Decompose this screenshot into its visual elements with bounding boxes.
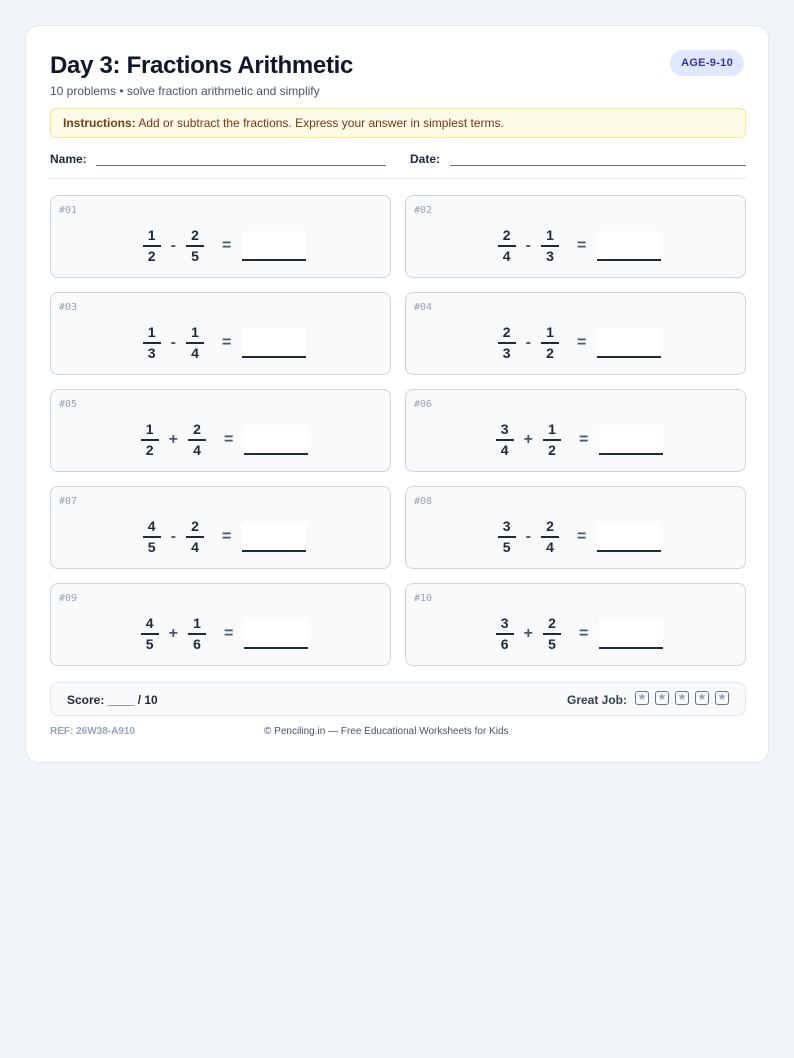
fraction-a [498,227,516,265]
operator: + [168,431,178,448]
star-icon[interactable]: ★ [715,691,729,705]
fraction-expression [51,323,390,363]
equals-sign: = [224,431,234,448]
numerator: 2 [193,421,201,437]
date-label: Date: [410,152,441,166]
equals-sign: = [221,528,232,545]
denominator: 2 [145,442,154,458]
fraction-expression [51,420,390,460]
answer-blank[interactable] [597,328,661,358]
operator: + [168,625,178,642]
problem-number: #04 [414,302,433,313]
denominator: 5 [191,248,199,264]
fraction-bar [541,536,559,538]
name-field[interactable] [50,148,386,168]
fraction-bar [541,342,559,344]
fraction-expression [406,614,745,654]
problem-card [405,195,746,278]
score-text: Score: ____ / 10 [67,693,158,707]
equals-sign: = [224,625,234,642]
student-fields [50,148,746,168]
fraction-bar [188,439,206,441]
date-field[interactable] [410,148,746,168]
fraction-b [186,227,204,265]
answer-blank[interactable] [599,619,663,649]
answer-blank[interactable] [597,231,661,261]
problem-card [50,292,391,375]
fraction-expression [406,323,745,363]
operator: + [523,431,533,448]
problem-number: #06 [414,399,433,410]
fraction-bar [143,536,161,538]
problem-number: #09 [59,593,78,604]
operator: - [170,528,176,545]
fraction-bar [498,245,516,247]
fraction-expression [51,517,390,557]
star-rating [629,691,729,705]
fraction-a [498,518,516,556]
equals-sign: = [579,431,589,448]
equals-sign: = [576,334,587,351]
answer-blank[interactable] [242,328,306,358]
fraction-bar [496,439,514,441]
problem-number: #07 [59,496,78,507]
name-line[interactable] [96,165,386,166]
fraction-a [496,615,514,653]
equals-sign: = [221,334,232,351]
denominator: 4 [502,248,511,264]
denominator: 3 [502,345,511,361]
fraction-bar [186,536,204,538]
numerator: 2 [548,615,556,631]
operator: - [525,334,531,351]
fraction-expression [51,226,390,266]
score-bar [50,682,746,716]
problem-number: #01 [59,205,78,216]
problem-card [405,292,746,375]
problem-number: #10 [414,593,433,604]
fraction-bar [543,633,561,635]
numerator: 1 [145,421,154,437]
fraction-bar [543,439,561,441]
operator: - [170,237,176,254]
problem-card [405,486,746,569]
answer-blank[interactable] [244,619,308,649]
instructions-label: Instructions: [63,116,136,130]
age-badge: AGE-9-10 [670,50,744,76]
numerator: 2 [191,518,199,534]
fraction-expression [406,226,745,266]
fraction-b [188,421,206,459]
fraction-a [496,421,514,459]
equals-sign: = [576,237,587,254]
answer-blank[interactable] [597,522,661,552]
denominator: 4 [191,539,199,555]
equals-sign: = [579,625,589,642]
denominator: 4 [191,345,199,361]
worksheet-card [25,25,769,763]
operator: + [523,625,533,642]
problem-number: #08 [414,496,433,507]
denominator: 2 [548,442,556,458]
answer-blank[interactable] [244,425,308,455]
fraction-b [543,615,561,653]
operator: - [525,528,531,545]
denominator: 5 [147,539,156,555]
fraction-bar [186,245,204,247]
denominator: 6 [500,636,509,652]
fraction-bar [143,245,161,247]
problem-card [405,389,746,472]
denominator: 5 [548,636,556,652]
fraction-b [541,324,559,362]
fraction-b [186,324,204,362]
page-subtitle: 10 problems • solve fraction arithmetic and simplify [50,84,320,98]
problem-card [50,583,391,666]
fraction-expression [406,420,745,460]
fraction-a [141,615,159,653]
fraction-a [143,518,161,556]
numerator: 4 [145,615,154,631]
denominator: 5 [502,539,511,555]
star-icon[interactable]: ★ [695,691,709,705]
numerator: 4 [147,518,156,534]
fraction-b [186,518,204,556]
page-title: Day 3: Fractions Arithmetic [50,52,354,79]
numerator: 2 [502,227,511,243]
fraction-a [143,324,161,362]
fraction-expression [51,614,390,654]
denominator: 2 [147,248,156,264]
denominator: 6 [193,636,201,652]
problem-card [50,486,391,569]
numerator: 1 [546,227,554,243]
denominator: 3 [147,345,156,361]
fraction-bar [498,342,516,344]
name-label: Name: [50,152,87,166]
denominator: 4 [546,539,554,555]
problem-card [50,389,391,472]
copyright: © Penciling.in — Free Educational Worksheets for Kids [264,726,509,737]
problem-card [405,583,746,666]
fraction-b [543,421,561,459]
equals-sign: = [576,528,587,545]
date-line[interactable] [450,165,746,166]
answer-blank[interactable] [242,231,306,261]
numerator: 1 [147,227,156,243]
denominator: 3 [546,248,554,264]
equals-sign: = [221,237,232,254]
numerator: 1 [546,324,554,340]
fraction-bar [186,342,204,344]
fraction-bar [498,536,516,538]
operator: - [170,334,176,351]
fraction-bar [188,633,206,635]
denominator: 4 [193,442,201,458]
problem-number: #02 [414,205,433,216]
instructions-box [50,108,746,138]
problem-number: #03 [59,302,78,313]
operator: - [525,237,531,254]
fraction-bar [541,245,559,247]
denominator: 2 [546,345,554,361]
fraction-bar [141,439,159,441]
fraction-b [188,615,206,653]
fraction-b [541,518,559,556]
star-icon[interactable]: ★ [635,691,649,705]
numerator: 2 [502,324,511,340]
divider [50,178,746,179]
fraction-a [498,324,516,362]
denominator: 5 [145,636,154,652]
numerator: 1 [147,324,156,340]
problem-number: #05 [59,399,78,410]
numerator: 3 [502,518,511,534]
answer-blank[interactable] [599,425,663,455]
fraction-bar [141,633,159,635]
numerator: 3 [500,421,509,437]
numerator: 1 [193,615,201,631]
numerator: 2 [191,227,199,243]
answer-blank[interactable] [242,522,306,552]
numerator: 3 [500,615,509,631]
problem-card [50,195,391,278]
fraction-a [143,227,161,265]
fraction-bar [496,633,514,635]
star-icon[interactable]: ★ [675,691,689,705]
fraction-bar [143,342,161,344]
reference-code: REF: 26W38-A910 [50,726,136,737]
denominator: 4 [500,442,509,458]
fraction-a [141,421,159,459]
numerator: 1 [548,421,556,437]
star-icon[interactable]: ★ [655,691,669,705]
numerator: 1 [191,324,199,340]
instructions-text: Add or subtract the fractions. Express your answer in simplest terms. [138,116,504,130]
great-job-label: Great Job: [566,693,627,707]
fraction-expression [406,517,745,557]
fraction-b [541,227,559,265]
numerator: 2 [546,518,554,534]
